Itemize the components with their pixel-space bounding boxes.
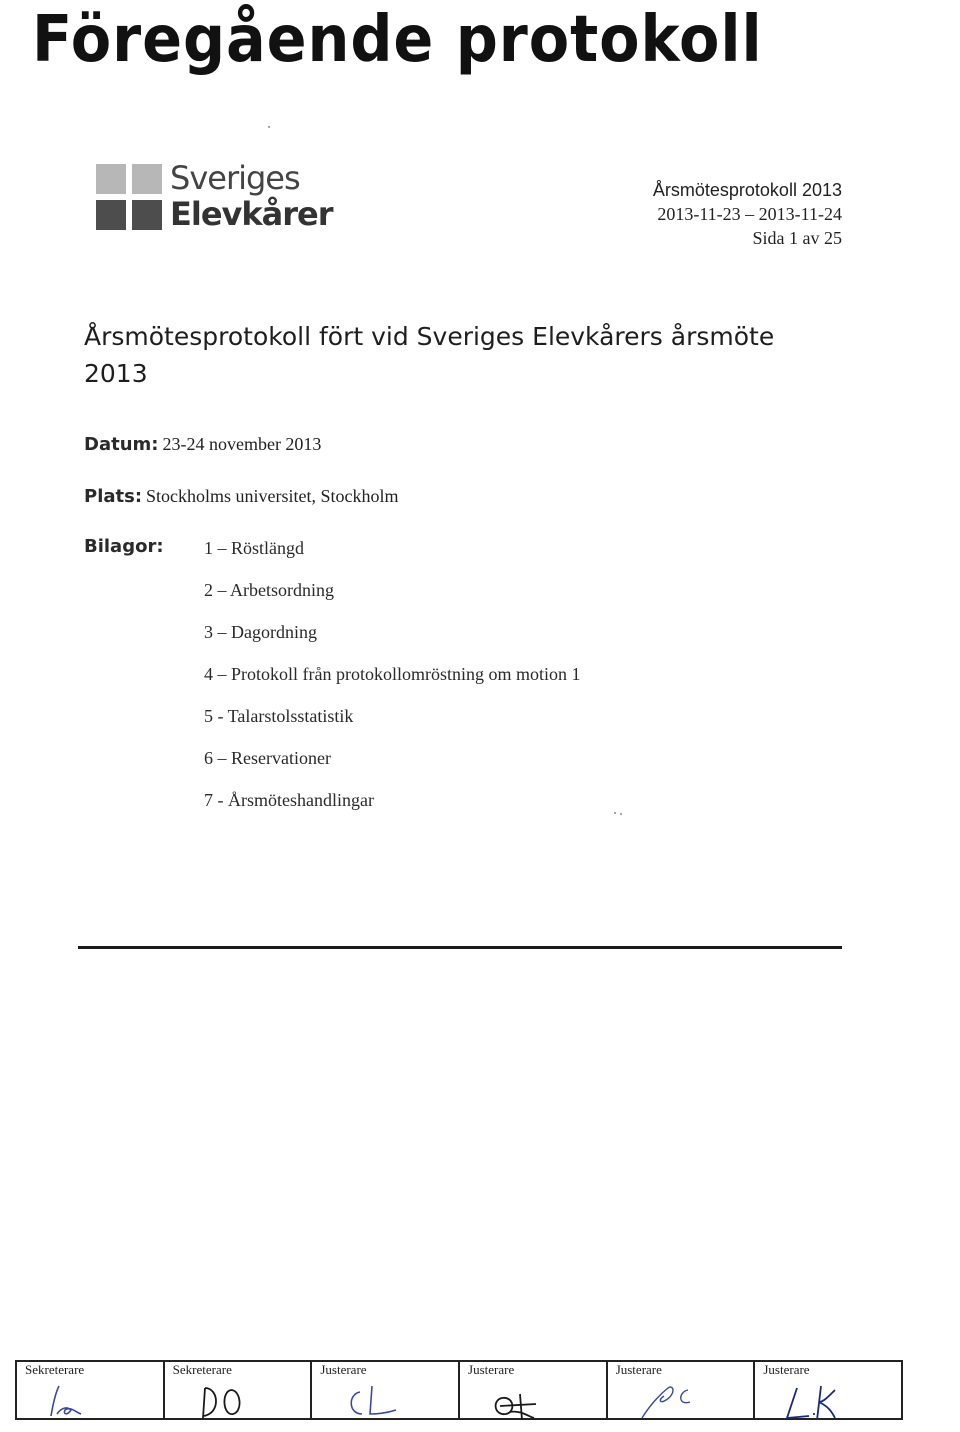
- signature-role: Justerare: [468, 1362, 515, 1377]
- logo-square-icon: [132, 164, 162, 194]
- logo-square-icon: [96, 200, 126, 230]
- logo-square-icon: [96, 164, 126, 194]
- handwritten-signature-icon: [775, 1380, 875, 1420]
- document-header-meta: [653, 178, 842, 250]
- attachment-item: 7 - Årsmöteshandlingar: [204, 790, 374, 810]
- logo-text-line2: Elevkårer: [170, 195, 333, 233]
- handwritten-signature-icon: [480, 1380, 580, 1420]
- attachments-field: [84, 536, 164, 557]
- handwritten-signature-icon: [37, 1380, 137, 1420]
- date-field: [84, 434, 321, 455]
- attachments-label: Bilagor:: [84, 536, 164, 557]
- signature-role: Sekreterare: [172, 1362, 232, 1377]
- attachment-item: 2 – Arbetsordning: [204, 580, 334, 600]
- organization-logo: [96, 160, 336, 240]
- handwritten-signature-icon: [628, 1380, 728, 1420]
- attachments-list: [204, 536, 581, 830]
- attachment-item: 4 – Protokoll från protokollomröstning om motion 1: [204, 664, 581, 684]
- page-heading: Föregående protokoll: [32, 3, 763, 77]
- scan-speck: [614, 812, 616, 814]
- handwritten-signature-icon: [185, 1380, 285, 1420]
- date-label: Datum:: [84, 434, 159, 455]
- header-title: Årsmötesprotokoll 2013: [652, 180, 842, 200]
- handwritten-signature-icon: [332, 1380, 432, 1420]
- logo-text-line1: Sveriges: [170, 159, 300, 197]
- attachment-item: 6 – Reservationer: [204, 748, 331, 768]
- logo-mark-icon: [96, 164, 168, 234]
- signature-role: Justerare: [320, 1362, 367, 1377]
- signature-role: Sekreterare: [25, 1362, 85, 1377]
- attachment-item: 3 – Dagordning: [204, 622, 317, 642]
- signature-table: [15, 1360, 903, 1420]
- header-page-number: Sida 1 av 25: [752, 228, 842, 248]
- logo-square-icon: [132, 200, 162, 230]
- signature-cell: [608, 1362, 756, 1418]
- signature-cell: [312, 1362, 460, 1418]
- scan-speck: [620, 813, 622, 815]
- place-value: Stockholms universitet, Stockholm: [146, 486, 399, 506]
- place-label: Plats:: [84, 486, 143, 507]
- signature-role: Justerare: [615, 1362, 662, 1377]
- scan-speck: [268, 126, 270, 128]
- header-dates: 2013-11-23 – 2013-11-24: [657, 204, 842, 224]
- signature-role: Justerare: [763, 1362, 810, 1377]
- signature-cell: [460, 1362, 608, 1418]
- date-value: 23-24 november 2013: [162, 434, 322, 454]
- signature-cell: [755, 1362, 901, 1418]
- signature-cell: [165, 1362, 313, 1418]
- attachment-item: 5 - Talarstolsstatistik: [204, 706, 354, 726]
- signature-cell: [17, 1362, 165, 1418]
- horizontal-rule: [78, 946, 842, 949]
- attachment-item: 1 – Röstlängd: [204, 538, 305, 558]
- place-field: [84, 486, 399, 507]
- document-title: Årsmötesprotokoll fört vid Sveriges Elevkårers årsmöte 2013: [84, 322, 775, 388]
